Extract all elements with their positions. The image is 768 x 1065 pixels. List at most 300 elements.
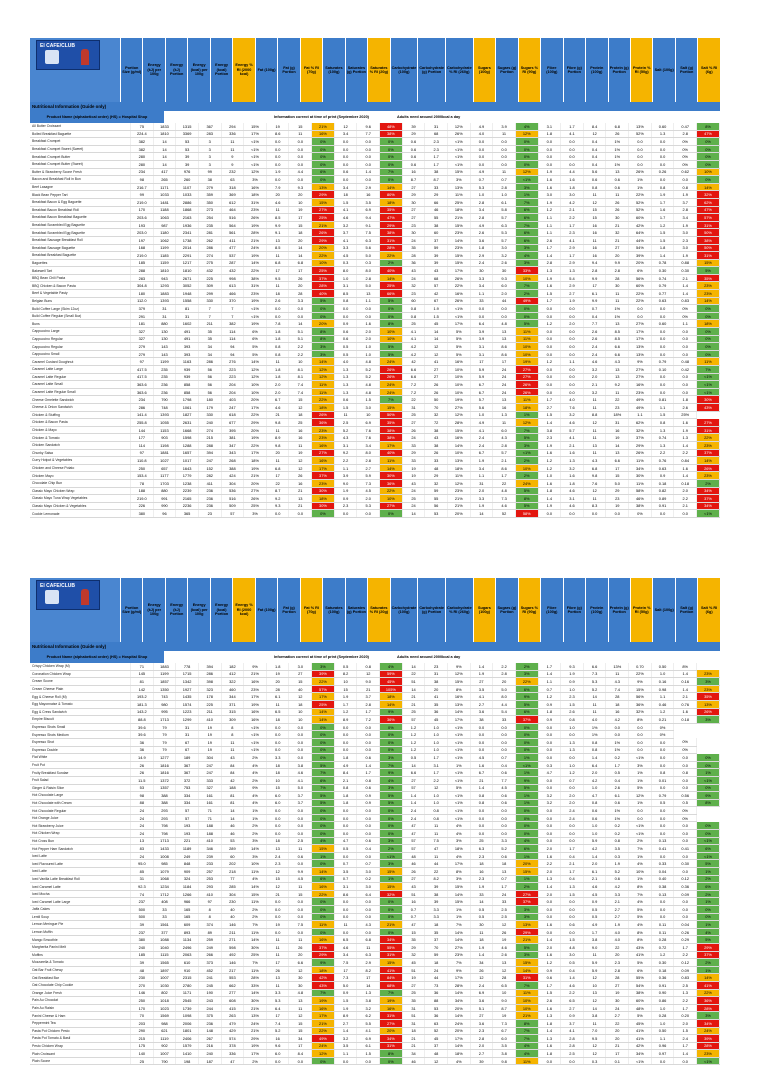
value-cell: 0.11 — [651, 928, 674, 936]
table-row — [30, 951, 720, 959]
value-cell: 16% — [244, 678, 267, 686]
value-cell: 0.0 — [629, 723, 652, 731]
value-cell: 0.60 — [651, 320, 674, 328]
value-cell: 11% — [515, 1057, 538, 1065]
value-cell: 1.7 — [651, 214, 674, 222]
value-cell: 11 — [266, 206, 289, 214]
value-cell: 0.4 — [583, 312, 606, 320]
value-cell: 363.6 — [131, 381, 154, 389]
value-cell: <1% — [447, 731, 470, 739]
value-cell: 0.0 — [629, 312, 652, 320]
value-cell: 211 — [221, 928, 244, 936]
value-cell: 5.3 — [357, 502, 380, 510]
value-cell: 8 — [221, 723, 244, 731]
value-cell: 225 — [198, 700, 221, 708]
value-cell: 0.6 — [493, 799, 516, 807]
value-cell: 0.6 — [538, 974, 561, 982]
value-cell: 14% — [447, 1042, 470, 1050]
value-cell: 114 — [131, 441, 154, 449]
value-cell: 26 — [131, 769, 154, 777]
value-cell: 2.8 — [357, 700, 380, 708]
value-cell: 27 — [470, 678, 493, 686]
value-cell: 2.8 — [493, 183, 516, 191]
value-cell: 4% — [244, 799, 267, 807]
value-cell: 4.2 — [561, 198, 584, 206]
value-cell: 0.0 — [674, 381, 697, 389]
value-cell: 221 — [176, 837, 199, 845]
value-cell: 10% — [380, 495, 403, 503]
value-cell: 17% — [312, 1012, 335, 1020]
value-cell: 14 — [425, 328, 448, 336]
value-cell: 452 — [198, 966, 221, 974]
product-name-cell: Espresso Shots Small — [30, 723, 131, 731]
value-cell: 153.4 — [131, 472, 154, 480]
value-cell: 14% — [697, 457, 720, 465]
value-cell: 0.9 — [334, 320, 357, 328]
value-cell: 14 — [357, 981, 380, 989]
value-cell: 1.8 — [266, 663, 289, 670]
value-cell: 2.4 — [470, 441, 493, 449]
value-cell: 30 — [493, 267, 516, 275]
value-cell: 10 — [357, 411, 380, 419]
value-cell: 7% — [515, 426, 538, 434]
value-cell: 17% — [447, 716, 470, 724]
value-cell: 3.8 — [357, 997, 380, 1005]
value-cell: 13 — [131, 837, 154, 845]
value-cell: 3.1 — [334, 883, 357, 891]
value-cell: 509 — [221, 502, 244, 510]
value-cell: 2% — [244, 822, 267, 830]
value-cell: 0.0 — [470, 723, 493, 731]
value-cell: 27 — [402, 875, 425, 883]
value-cell: 22 — [425, 868, 448, 876]
value-cell: 1061 — [176, 403, 199, 411]
value-cell: 6.5 — [561, 997, 584, 1005]
value-cell: 0.0 — [266, 830, 289, 838]
value-cell: 0% — [697, 906, 720, 914]
value-cell: 23% — [447, 951, 470, 959]
value-cell: 1.8 — [561, 479, 584, 487]
value-cell: 0.6 — [561, 921, 584, 929]
value-cell: 0.9 — [357, 799, 380, 807]
value-cell: 15 — [289, 1027, 312, 1035]
value-cell: 39.6 — [131, 723, 154, 731]
value-cell: 10 — [266, 776, 289, 784]
value-cell: 25% — [447, 198, 470, 206]
value-cell: 1030 — [153, 981, 176, 989]
value-cell: 3.0 — [674, 244, 697, 252]
table-row — [30, 1057, 720, 1065]
value-cell: 181.3 — [131, 700, 154, 708]
value-cell: 1.8 — [266, 328, 289, 336]
product-name-cell: Fruity Breakfast Sundae — [30, 769, 131, 777]
value-cell: 1561 — [153, 921, 176, 929]
value-cell: 5.3 — [583, 678, 606, 686]
value-cell: 5% — [629, 959, 652, 967]
value-cell: 0.0 — [629, 814, 652, 822]
value-cell: 27 — [289, 670, 312, 678]
value-cell: 16% — [244, 716, 267, 724]
table-row — [30, 449, 720, 457]
value-cell: 236 — [198, 502, 221, 510]
value-cell: 0.0 — [606, 510, 629, 518]
value-cell: 18 — [493, 860, 516, 868]
value-cell: 22% — [380, 487, 403, 495]
value-cell: 3.0 — [561, 191, 584, 199]
value-cell: 193 — [131, 221, 154, 229]
value-cell: 21 — [470, 776, 493, 784]
value-cell: 19% — [244, 434, 267, 442]
value-cell: 4.9 — [470, 123, 493, 130]
value-cell: 37% — [697, 495, 720, 503]
value-cell: 0.8 — [674, 183, 697, 191]
value-cell: 23% — [447, 229, 470, 237]
column-header: Salt (g) Portion — [675, 38, 697, 102]
value-cell: 1% — [515, 411, 538, 419]
value-cell: 203 — [131, 1019, 154, 1027]
value-cell: <1% — [697, 381, 720, 389]
table-row — [30, 510, 720, 518]
table-row — [30, 495, 720, 503]
value-cell: 27 — [402, 183, 425, 191]
value-cell: 12 — [583, 198, 606, 206]
value-cell: 0.29 — [674, 936, 697, 944]
table-row — [30, 419, 720, 427]
value-cell: 20% — [380, 1027, 403, 1035]
value-cell: 64% — [629, 229, 652, 237]
value-cell: 26 — [470, 966, 493, 974]
value-cell: 3.4 — [674, 214, 697, 222]
value-cell: 26% — [697, 464, 720, 472]
value-cell: 7% — [244, 959, 267, 967]
value-cell: 372 — [176, 776, 199, 784]
value-cell: 0.0 — [561, 328, 584, 336]
value-cell: 2.6 — [674, 403, 697, 411]
value-cell: 8.1 — [289, 366, 312, 374]
value-cell: 3% — [447, 837, 470, 845]
value-cell: 0% — [697, 822, 720, 830]
value-cell: 0.0 — [561, 510, 584, 518]
value-cell: 1023 — [153, 1004, 176, 1012]
value-cell: 753 — [176, 784, 199, 792]
value-cell: 11 — [470, 928, 493, 936]
value-cell: 23% — [244, 685, 267, 693]
value-cell: 225 — [198, 274, 221, 282]
value-cell: 15 — [289, 1019, 312, 1027]
value-cell: 0.0 — [561, 837, 584, 845]
value-cell: 33 — [402, 457, 425, 465]
value-cell: 235 — [153, 373, 176, 381]
value-cell: 1223 — [176, 708, 199, 716]
column-header: Carbohydrate (g) Portion — [417, 578, 445, 642]
product-name-cell: Build Coffee Regular (Small 8oz) — [30, 312, 131, 320]
value-cell: 5% — [244, 350, 267, 358]
value-cell: 21% — [515, 1012, 538, 1020]
value-cell: 4.1 — [289, 776, 312, 784]
value-cell: 2.2 — [425, 776, 448, 784]
value-cell: 7.3 — [334, 974, 357, 982]
value-cell: 39 — [425, 883, 448, 891]
value-cell: 1.7 — [561, 123, 584, 130]
value-cell: 35 — [402, 244, 425, 252]
value-cell: 43 — [221, 754, 244, 762]
value-cell: 1.9 — [470, 943, 493, 951]
value-cell: 0.7 — [402, 913, 425, 921]
value-cell: 0.0 — [357, 510, 380, 518]
value-cell: 14% — [312, 868, 335, 876]
value-cell: 25% — [312, 700, 335, 708]
value-cell: 346 — [198, 845, 221, 853]
value-cell: <1% — [244, 731, 267, 739]
value-cell: 5.0 — [334, 981, 357, 989]
value-cell: 22% — [244, 441, 267, 449]
value-cell: 327 — [131, 335, 154, 343]
value-cell: 15% — [380, 959, 403, 967]
value-cell: 47 — [402, 921, 425, 929]
value-cell: <1% — [515, 176, 538, 184]
value-cell: 20% — [244, 426, 267, 434]
table-row — [30, 472, 720, 480]
value-cell: 1.0 — [651, 1019, 674, 1027]
product-name-cell: Mango Smoothie — [30, 936, 131, 944]
value-cell: 13 — [289, 997, 312, 1005]
value-cell: 1936 — [176, 221, 199, 229]
value-cell: 11% — [515, 335, 538, 343]
value-cell: 26% — [244, 495, 267, 503]
value-cell: 0.0 — [561, 830, 584, 838]
value-cell: 1.5 — [357, 396, 380, 404]
value-cell: 11 — [221, 746, 244, 754]
value-cell: 29 — [402, 943, 425, 951]
value-cell: 2.4 — [561, 814, 584, 822]
value-cell: 2.0 — [538, 845, 561, 853]
value-cell: 1.6 — [538, 1042, 561, 1050]
value-cell: 1184 — [176, 883, 199, 891]
column-header: Salt % RI (6g) — [697, 38, 719, 102]
value-cell: 0.0 — [538, 830, 561, 838]
value-cell: 38% — [380, 426, 403, 434]
value-cell: 20 — [289, 236, 312, 244]
value-cell: 0% — [312, 807, 335, 815]
value-cell: 9.1 — [266, 229, 289, 237]
column-header: Protein % RI (50g) — [630, 38, 652, 102]
value-cell: 1342 — [176, 678, 199, 686]
value-cell: 1350 — [153, 685, 176, 693]
value-cell: 0.0 — [266, 906, 289, 914]
value-cell: 11 — [425, 852, 448, 860]
value-cell: 2% — [244, 906, 267, 914]
value-cell: 31 — [153, 312, 176, 320]
value-cell: 236 — [153, 388, 176, 396]
value-cell: 5.7 — [470, 396, 493, 404]
value-cell: 23% — [312, 434, 335, 442]
value-cell: 7.7 — [357, 130, 380, 138]
value-cell: 2.3 — [674, 236, 697, 244]
value-cell: 1% — [629, 852, 652, 860]
value-cell: 1.6 — [674, 464, 697, 472]
value-cell: 18 — [334, 191, 357, 199]
value-cell: 5.8 — [493, 206, 516, 214]
value-cell: 28% — [380, 244, 403, 252]
value-cell: 48 — [131, 966, 154, 974]
value-cell: 8.5 — [334, 290, 357, 298]
value-cell: 1481 — [153, 198, 176, 206]
value-cell: 0.8 — [583, 799, 606, 807]
value-cell: 0.0 — [561, 312, 584, 320]
value-cell: 1948 — [176, 290, 199, 298]
value-cell: 1738 — [176, 236, 199, 244]
value-cell: 27% — [380, 1019, 403, 1027]
value-cell: 19 — [289, 206, 312, 214]
value-cell: 56 — [198, 366, 221, 374]
product-name-cell: Curry Hotpot & Vegetables — [30, 457, 131, 465]
value-cell: 1217 — [176, 259, 199, 267]
value-cell: 14% — [244, 358, 267, 366]
value-cell: 259 — [198, 936, 221, 944]
value-cell: 12% — [244, 373, 267, 381]
product-name-cell: Fruit Salad — [30, 776, 131, 784]
value-cell: 0.9 — [334, 495, 357, 503]
value-cell: 14% — [697, 183, 720, 191]
value-cell: 0.0 — [289, 731, 312, 739]
value-cell: 0% — [674, 746, 697, 754]
value-cell: 0.18 — [674, 716, 697, 724]
value-cell: 0.6 — [606, 183, 629, 191]
value-cell: 1.8 — [538, 130, 561, 138]
value-cell: 15% — [312, 845, 335, 853]
value-cell: 27% — [629, 320, 652, 328]
value-cell: 39 — [425, 259, 448, 267]
value-cell: <1% — [447, 738, 470, 746]
value-cell: 0.0 — [289, 738, 312, 746]
value-cell: 9% — [629, 678, 652, 686]
value-cell: 1.8 — [538, 708, 561, 716]
product-name-cell: BBQ Chicken & Bacon Pasta — [30, 282, 131, 290]
value-cell: 32% — [380, 890, 403, 898]
value-cell: 19 — [606, 989, 629, 997]
value-cell: 2.3 — [334, 502, 357, 510]
value-cell: 19% — [244, 700, 267, 708]
value-cell: 10% — [629, 868, 652, 876]
value-cell: 7% — [312, 784, 335, 792]
value-cell: 0.0 — [334, 1057, 357, 1065]
value-cell: 53 — [176, 145, 199, 153]
value-cell: 336 — [221, 130, 244, 138]
value-cell: 15% — [447, 221, 470, 229]
table-row — [30, 769, 720, 777]
value-cell: 15% — [629, 685, 652, 693]
value-cell: 0.9 — [561, 678, 584, 686]
value-cell: 910 — [176, 966, 199, 974]
product-name-cell: Cream Cheese Plain — [30, 685, 131, 693]
value-cell: 4.6 — [561, 419, 584, 427]
value-cell: 0.2 — [606, 830, 629, 838]
value-cell: 273 — [198, 206, 221, 214]
value-cell: 24 — [493, 381, 516, 389]
value-cell: 3.2 — [561, 464, 584, 472]
value-cell: 23% — [697, 441, 720, 449]
value-cell: 5% — [447, 335, 470, 343]
value-cell: 1.8 — [266, 373, 289, 381]
value-cell: 7% — [380, 989, 403, 997]
value-cell: 14 — [402, 663, 425, 670]
value-cell: 2.2 — [674, 495, 697, 503]
value-cell: 5.6 — [470, 403, 493, 411]
value-cell: 6.1 — [493, 198, 516, 206]
value-cell: 12% — [515, 130, 538, 138]
value-cell: 1.9 — [538, 198, 561, 206]
product-name-cell: Caramel Latte Large — [30, 366, 131, 374]
value-cell: 2% — [697, 875, 720, 883]
value-cell: 35% — [380, 206, 403, 214]
value-cell: 8.3 — [583, 502, 606, 510]
value-cell: 6.7 — [266, 396, 289, 404]
value-cell: 2406 — [176, 1035, 199, 1043]
value-cell: 58% — [629, 487, 652, 495]
value-cell: 36 — [425, 989, 448, 997]
table-row — [30, 1019, 720, 1027]
value-cell: 0.0 — [493, 807, 516, 815]
value-cell: 1% — [515, 852, 538, 860]
value-cell: 367 — [198, 123, 221, 130]
value-cell: 778 — [176, 663, 199, 670]
value-cell: 19% — [447, 396, 470, 404]
value-cell: 0.83 — [674, 297, 697, 305]
value-cell: 28 — [606, 974, 629, 982]
value-cell: 3% — [697, 716, 720, 724]
value-cell: 24 — [131, 830, 154, 838]
value-cell: 3.5 — [357, 198, 380, 206]
table-row — [30, 388, 720, 396]
product-name-cell: Hot Chocolate with Cream — [30, 799, 131, 807]
value-cell: 3.6 — [470, 708, 493, 716]
value-cell: 2.1 — [493, 457, 516, 465]
value-cell: 38% — [380, 434, 403, 442]
value-cell: 193 — [176, 830, 199, 838]
value-cell: 1.5 — [357, 1050, 380, 1058]
value-cell: 1299 — [176, 716, 199, 724]
value-cell: 270 — [131, 981, 154, 989]
value-cell: 0.98 — [651, 685, 674, 693]
value-cell: 24% — [515, 479, 538, 487]
value-cell: 11% — [447, 191, 470, 199]
value-cell: 30 — [402, 229, 425, 237]
value-cell: 1.8 — [266, 366, 289, 374]
value-cell: 1.7 — [425, 769, 448, 777]
value-cell: 1.0 — [470, 411, 493, 419]
value-cell: 1435 — [176, 693, 199, 701]
value-cell: 6.5 — [266, 708, 289, 716]
value-cell: 67 — [425, 297, 448, 305]
value-cell: 2.6 — [493, 951, 516, 959]
value-cell: 0.79 — [651, 282, 674, 290]
value-cell: 1810 — [153, 267, 176, 275]
value-cell: 250 — [131, 464, 154, 472]
value-cell: 10% — [697, 168, 720, 176]
value-cell: 7.3 — [583, 670, 606, 678]
value-cell: 9.8 — [493, 1057, 516, 1065]
value-cell: 4.1 — [357, 1027, 380, 1035]
value-cell: 0% — [515, 145, 538, 153]
value-cell: 13% — [312, 183, 335, 191]
table-row — [30, 487, 720, 495]
value-cell: 0.76 — [674, 700, 697, 708]
value-cell: 14% — [515, 966, 538, 974]
value-cell: 14 — [289, 320, 312, 328]
value-cell: 798 — [153, 822, 176, 830]
value-cell: 29% — [312, 951, 335, 959]
value-cell: 88 — [131, 799, 154, 807]
